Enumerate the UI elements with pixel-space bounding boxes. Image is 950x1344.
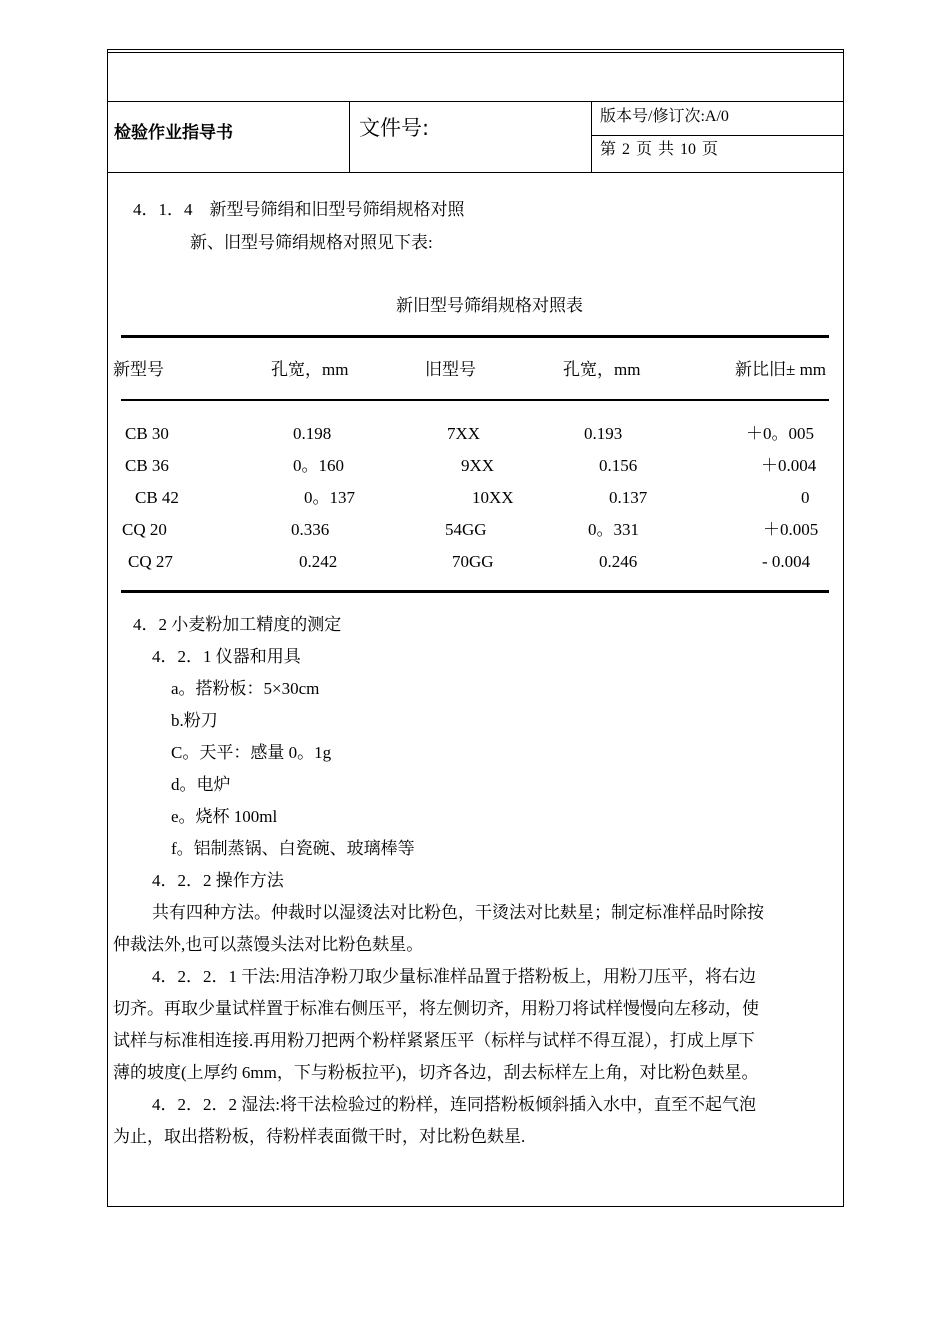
equipment-item: e。烧杯 100ml [171,807,278,826]
table-cell: 0.156 [599,456,638,475]
header-col-divider-2 [591,101,592,172]
table-cell: ＋0.004 [761,456,817,475]
table-cell: CB 36 [125,456,169,475]
table-bottom-rule [121,590,829,593]
table-cell: 0.336 [291,520,330,539]
table-header-difference: 新比旧± mm [735,360,827,379]
wet-method-line: 4．2．2．2 湿法:将干法检验过的粉样，连同搭粉板倾斜插入水中，直至不起气泡 [152,1095,756,1114]
header-col-divider-1 [349,101,350,172]
table-cell: 54GG [445,520,487,539]
section-414-heading: 4．1．4 新型号筛绢和旧型号筛绢规格对照 [133,200,465,219]
section-42-heading: 4．2 小麦粉加工精度的测定 [133,615,342,634]
table-cell: 0 [801,488,810,507]
table-top-rule [121,335,829,338]
table-cell: 70GG [452,552,494,571]
table-cell: CB 42 [135,488,179,507]
table-header-new-width: 孔宽，mm [271,360,349,379]
header-version-divider [591,135,844,136]
table-cell: CQ 20 [122,520,167,539]
table-cell: 10XX [472,488,514,507]
table-cell: 0.246 [599,552,638,571]
table-cell: 0.242 [299,552,338,571]
table-header-new-model: 新型号 [113,360,164,379]
dry-method-line: 4．2．2．1 干法:用洁净粉刀取少量标准样品置于搭粉板上，用粉刀压平，将右边 [152,967,756,986]
version-label: 版本号/修订次:A/0 [600,108,729,125]
table-cell: 0。331 [588,520,639,539]
table-cell: ＋0。005 [746,424,814,443]
table-cell: ＋0.005 [763,520,819,539]
dry-method-line: 薄的坡度(上厚约 6mm，下与粉板拉平)，切齐各边，刮去标样左上角，对比粉色麸星。 [113,1063,759,1082]
doc-title: 检验作业指导书 [114,123,233,143]
wet-method-line: 为止，取出搭粉板，待粉样表面微干时，对比粉色麸星. [113,1127,526,1146]
table-cell: 0。137 [304,488,355,507]
dry-method-line: 试样与标准相连接.再用粉刀把两个粉样紧紧压平（标样与试样不得互混），打成上厚下 [113,1031,755,1050]
table-cell: 9XX [461,456,495,475]
page-number-label: 第 2 页 共 10 页 [600,141,719,158]
table-cell: - 0.004 [762,552,811,571]
equipment-item: b.粉刀 [171,711,218,730]
table-cell: CQ 27 [128,552,173,571]
table-cell: CB 30 [125,424,169,443]
equipment-item: d。电炉 [171,775,231,794]
table-cell: 0.193 [584,424,623,443]
table-header-rule [121,399,829,401]
section-421-heading: 4．2．1 仪器和用具 [152,647,301,666]
table-cell: 0.198 [293,424,332,443]
section-422-heading: 4．2．2 操作方法 [152,871,284,890]
table-header-old-model: 旧型号 [425,360,476,379]
equipment-item: a。搭粉板：5×30cm [171,679,320,698]
equipment-item: C。天平：感量 0。1g [171,743,332,762]
table-cell: 7XX [447,424,481,443]
table-caption: 新旧型号筛绢规格对照表 [396,296,583,315]
method-overview-line: 仲裁法外,也可以蒸馒头法对比粉色麸星。 [113,935,424,954]
header-bottom-rule [107,172,844,173]
section-414-intro: 新、旧型号筛绢规格对照见下表: [190,233,433,252]
frame-top-double-rule [107,52,844,53]
table-cell: 0.137 [609,488,648,507]
method-overview-line: 共有四种方法。仲裁时以湿烫法对比粉色，干烫法对比麸星；制定标准样品时除按 [152,903,764,922]
table-cell: 0。160 [293,456,344,475]
dry-method-line: 切齐。再取少量试样置于标准右侧压平，将左侧切齐，用粉刀将试样慢慢向左移动，使 [113,999,759,1018]
equipment-item: f。铝制蒸锅、白瓷碗、玻璃棒等 [171,839,415,858]
table-header-old-width: 孔宽，mm [563,360,641,379]
header-top-rule [107,101,844,102]
doc-number-label: 文件号: [359,116,430,140]
